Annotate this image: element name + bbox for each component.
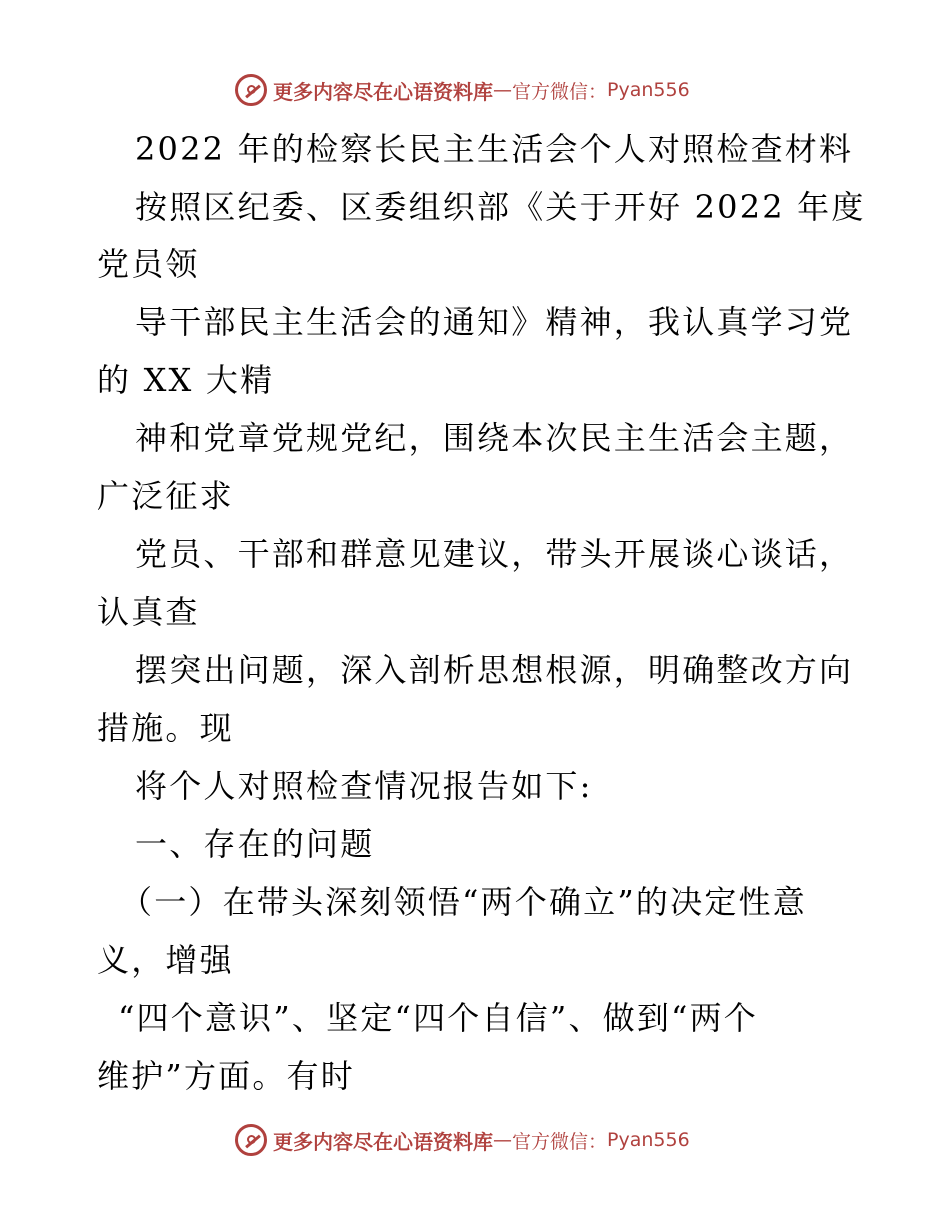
watermark-official-label: 官方微信：	[512, 80, 608, 103]
paragraph-line: 义，增强	[97, 941, 234, 979]
paragraph-line: 认真查	[97, 593, 200, 631]
paragraph-line: 措施。现	[97, 709, 234, 747]
paragraph-line: 党员领	[97, 245, 200, 283]
paragraph-line: 广泛征求	[97, 477, 234, 515]
watermark-footer	[235, 1120, 690, 1160]
paragraph-line: 将个人对照检查情况报告如下:	[135, 767, 593, 805]
document-title: 2022 年的检察长民主生活会个人对照检查材料	[135, 130, 854, 168]
watermark-separator: —	[493, 79, 512, 101]
paragraph-line: 按照区纪委、区委组织部《关于开好 2022 年度	[135, 188, 866, 226]
subsection-heading: （一）在带头深刻领悟“两个确立”的决定性意	[120, 883, 807, 921]
pen-logo-icon	[235, 74, 267, 106]
watermark-separator: —	[493, 1129, 512, 1151]
watermark-account: Pyan556	[607, 79, 690, 101]
paragraph-line: 党员、干部和群意见建议，带头开展谈心谈话，	[135, 535, 854, 573]
paragraph-line: “四个意识”、坚定“四个自信”、做到“两个	[118, 999, 758, 1037]
watermark-header	[235, 70, 690, 110]
watermark-brand: 更多内容尽在心语资料库	[273, 79, 493, 104]
paragraph-line: 导干部民主生活会的通知》精神，我认真学习党	[135, 303, 854, 341]
watermark-official-label: 官方微信：	[512, 1130, 608, 1153]
section-heading: 一、存在的问题	[135, 825, 375, 863]
watermark-account: Pyan556	[607, 1129, 690, 1151]
paragraph-line: 神和党章党规党纪，围绕本次民主生活会主题，	[135, 419, 854, 457]
paragraph-line: 维护”方面。有时	[97, 1057, 355, 1095]
pen-logo-icon	[235, 1124, 267, 1156]
paragraph-line: 摆突出问题，深入剖析思想根源，明确整改方向	[135, 651, 854, 689]
paragraph-line: 的 XX 大精	[97, 361, 275, 399]
watermark-brand: 更多内容尽在心语资料库	[273, 1129, 493, 1154]
